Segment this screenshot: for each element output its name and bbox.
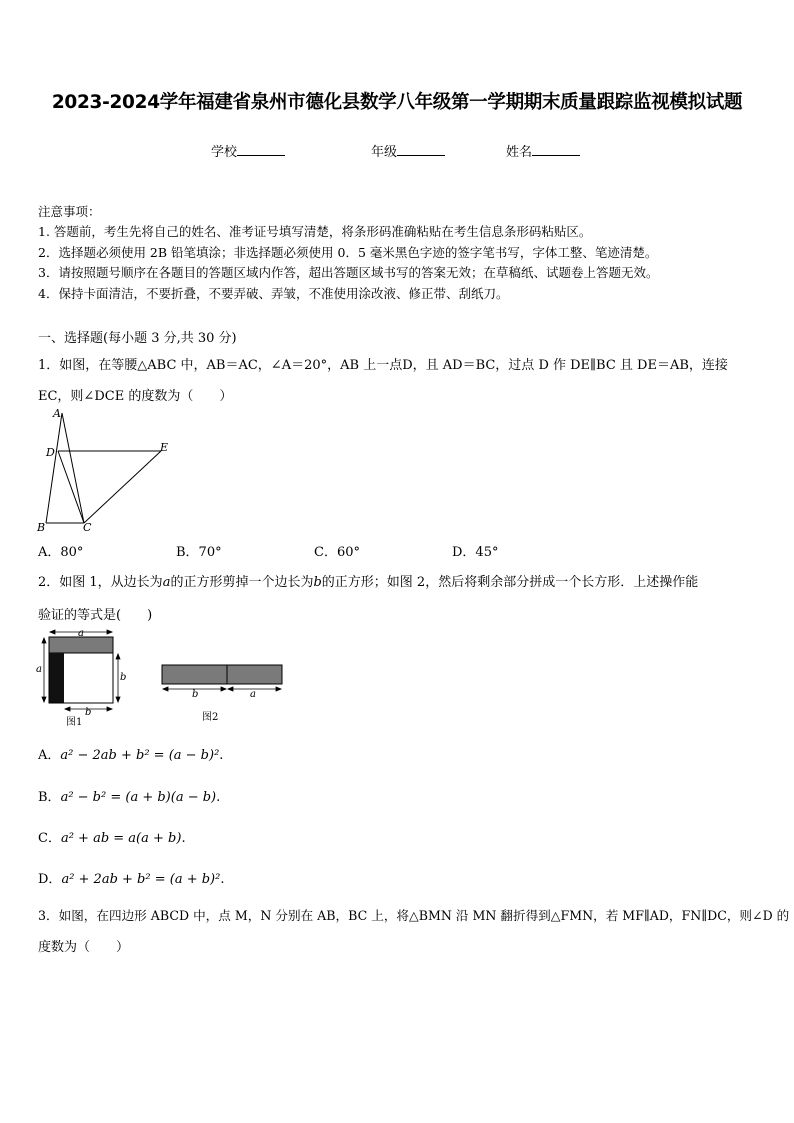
note-item: 2．选择题必须使用 2B 铅笔填涂；非选择题必须使用 0．5 毫米黑色字迹的签字笔书写，字体工整、笔迹清楚。 [38, 245, 658, 260]
fig1-label-b-right: b [120, 672, 127, 683]
label-A: A [53, 407, 61, 420]
q2-choice-a-label: A． [38, 748, 61, 763]
section-heading: 一、选择题(每小题 3 分,共 30 分) [38, 331, 237, 346]
school-label: 学校 [211, 145, 238, 160]
q2-text-line2: 验证的等式是( ) [38, 608, 153, 623]
q2-var-b: b [313, 575, 322, 590]
school-blank[interactable] [237, 143, 285, 156]
notes-heading: 注意事项： [38, 204, 101, 219]
q1-text-line2: EC，则∠DCE 的度数为（ ） [38, 389, 233, 404]
q2-choice-c-period: . [181, 831, 186, 846]
label-E: E [160, 441, 169, 454]
name-label: 姓名 [506, 145, 533, 160]
label-D: D [46, 446, 55, 459]
q2-choice-a-period: . [219, 748, 224, 763]
q2-choice-b-label: B． [38, 790, 61, 805]
note-item: 3．请按照题号顺序在各题目的答题区域内作答，超出答题区域书写的答案无效；在草稿纸、试题卷上答题无效。 [38, 265, 659, 280]
q2-choice-a-formula: a² − 2ab + b² = (a − b)² [60, 748, 220, 763]
grade-blank[interactable] [397, 143, 445, 156]
q2-figure1 [34, 628, 134, 728]
label-B: B [37, 521, 46, 534]
q3-text-line2: 度数为（ ） [38, 940, 130, 955]
q2-text-part3: 的正方形；如图 2，然后将剩余部分拼成一个长方形．上述操作能 [321, 575, 699, 590]
q2-choice-d-formula: a² + 2ab + b² = (a + b)² [61, 872, 221, 887]
fig2-caption: 图2 [202, 712, 219, 723]
q2-choice-d-label: D． [38, 872, 62, 887]
label-C: C [83, 521, 92, 534]
q2-var-a: a [162, 575, 171, 590]
grade-field[interactable] [371, 141, 445, 160]
fig1-label-a-top: a [78, 628, 84, 639]
q1-choice-b[interactable]: B．70° [176, 545, 222, 560]
note-item: 1. 答题前，考生先将自己的姓名、准考证号填写清楚，将条形码准确粘贴在考生信息条形码粘贴区。 [38, 224, 592, 239]
q1-text-line1: 1．如图，在等腰△ABC 中，AB＝AC，∠A＝20°，AB 上一点D，且 AD＝BC，过点 D 作 DE∥BC 且 DE＝AB，连接 [38, 358, 728, 373]
q2-text-line1 [38, 571, 698, 590]
school-field[interactable] [211, 141, 285, 160]
q2-choice-c-label: C． [38, 831, 61, 846]
q2-choice-b[interactable] [38, 786, 220, 805]
q2-choice-c-formula: a² + ab = a(a + b) [60, 831, 182, 846]
q2-text-part1: 2．如图 1，从边长为 [38, 575, 163, 590]
q2-choice-c[interactable] [38, 827, 186, 846]
q1-figure [34, 405, 174, 535]
name-field[interactable] [506, 141, 580, 160]
q2-choice-d[interactable] [38, 868, 224, 887]
fig1-label-a-left: a [36, 664, 42, 675]
fig1-caption: 图1 [66, 717, 83, 728]
q1-choice-c[interactable]: C．60° [314, 545, 360, 560]
q2-choice-b-formula: a² − b² = (a + b)(a − b) [60, 790, 217, 805]
q2-choice-d-period: . [220, 872, 225, 887]
q1-choice-d[interactable]: D．45° [452, 545, 499, 560]
fig2-label-b: b [192, 689, 199, 700]
name-blank[interactable] [532, 143, 580, 156]
q2-text-part2: 的正方形剪掉一个边长为 [170, 575, 314, 590]
q2-choice-a[interactable] [38, 744, 223, 763]
q2-choice-b-period: . [216, 790, 221, 805]
q2-figure2 [158, 658, 288, 728]
q1-choice-a[interactable]: A．80° [38, 545, 84, 560]
page-title: 2023-2024学年福建省泉州市德化县数学八年级第一学期期末质量跟踪监视模拟试题 [51, 92, 743, 113]
grade-label: 年级 [371, 145, 398, 160]
fig2-label-a: a [250, 689, 256, 700]
note-item: 4．保持卡面清洁，不要折叠，不要弄破、弄皱，不准使用涂改液、修正带、刮纸刀。 [38, 286, 509, 301]
fig1-label-b-bottom: b [85, 707, 92, 718]
q3-text-line1: 3．如图，在四边形 ABCD 中，点 M，N 分别在 AB，BC 上，将△BMN 沿 MN 翻折得到△FMN，若 MF∥AD，FN∥DC，则∠D 的 [38, 908, 790, 923]
